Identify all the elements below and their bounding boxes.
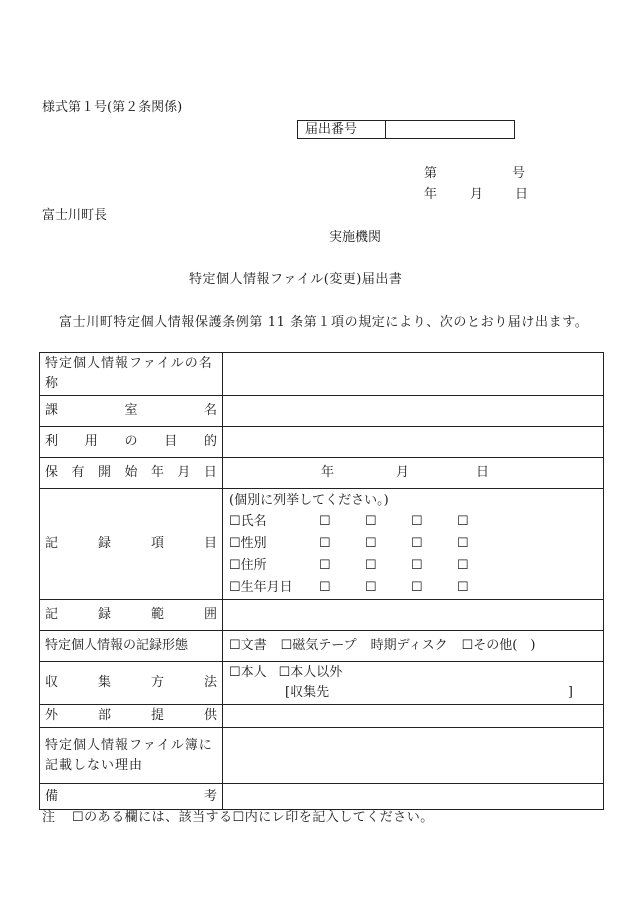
addressee: 富士川町長 <box>42 208 108 223</box>
external-provision-label-char: 部 <box>97 708 111 723</box>
record-range-label-char: 録 <box>97 607 111 622</box>
row-external-provision <box>40 705 604 728</box>
purpose-label-char: 用 <box>84 434 98 449</box>
collection-source-open: [収集先 <box>285 685 330 700</box>
form-style-label: 様式第１号(第２条関係) <box>42 100 183 115</box>
note-text: ☐のある欄には、該当する☐内にレ印を記入してください。 <box>72 810 434 825</box>
record-range-label-char: 囲 <box>203 607 217 622</box>
record-items-label <box>40 489 223 600</box>
external-provision-label-char: 外 <box>45 708 59 723</box>
purpose-label-char: 的 <box>203 434 217 449</box>
row-section <box>40 396 604 427</box>
row-start-date <box>40 458 604 489</box>
row-record-items <box>40 489 604 600</box>
notification-form-table <box>39 352 604 810</box>
item-checkbox[interactable]: ☐ <box>365 536 377 551</box>
item-name-checkbox[interactable]: ☐生年月日 <box>229 580 293 595</box>
receipt-number-field[interactable] <box>386 121 514 138</box>
item-checkbox[interactable]: ☐ <box>411 514 423 529</box>
agency-label: 実施機関 <box>329 230 382 245</box>
number-suffix: 号 <box>512 166 526 181</box>
row-file-name <box>40 353 604 396</box>
record-range-field[interactable] <box>223 600 604 631</box>
start-year-unit: 年 <box>321 465 335 480</box>
collection-method-label-char: 方 <box>150 675 164 690</box>
purpose-field[interactable] <box>223 427 604 458</box>
collect-option-others[interactable]: ☐本人以外 <box>278 665 343 680</box>
item-checkbox[interactable]: ☐ <box>319 558 331 573</box>
record-items-label-char: 項 <box>150 536 164 551</box>
note-label: 注 <box>42 810 56 825</box>
record-item-row <box>229 577 597 599</box>
medium-option-disk: 時期ディスク <box>370 638 448 653</box>
item-checkbox[interactable]: ☐ <box>457 558 469 573</box>
purpose-label <box>40 427 223 458</box>
item-checkbox[interactable]: ☐ <box>457 514 469 529</box>
section-label-char: 課 <box>45 403 59 418</box>
record-item-row <box>229 533 597 555</box>
record-range-label <box>40 600 223 631</box>
record-range-label-char: 記 <box>45 607 59 622</box>
medium-option-other[interactable]: ☐その他( ) <box>461 638 536 653</box>
date-year-label: 年 <box>424 187 438 202</box>
file-name-label: 特定個人情報ファイルの名称 <box>40 353 223 396</box>
collection-method-label <box>40 662 223 705</box>
purpose-label-char: 利 <box>45 434 59 449</box>
collect-option-self[interactable]: ☐本人 <box>229 665 267 680</box>
item-checkbox[interactable]: ☐ <box>457 580 469 595</box>
record-items-note: (個別に列挙してください。) <box>229 493 389 508</box>
record-items-label-char: 目 <box>203 536 217 551</box>
external-provision-label-char: 供 <box>203 708 217 723</box>
start-month-unit: 月 <box>396 465 410 480</box>
start-date-field[interactable] <box>223 458 604 489</box>
item-checkbox[interactable]: ☐ <box>319 514 331 529</box>
start-day-unit: 日 <box>476 465 490 480</box>
record-range-label-char: 範 <box>150 607 164 622</box>
record-medium-field <box>223 631 604 662</box>
record-medium-label: 特定個人情報の記録形態 <box>40 631 223 662</box>
item-checkbox[interactable]: ☐ <box>319 580 331 595</box>
intro-paragraph: 富士川町特定個人情報保護条例第 11 条第１項の規定により、次のとおり届け出ます。 <box>59 315 589 330</box>
medium-option-magnetic-tape[interactable]: ☐磁気テープ <box>280 638 357 653</box>
remarks-label-char: 考 <box>203 788 217 804</box>
item-checkbox[interactable]: ☐ <box>411 536 423 551</box>
start-date-label <box>40 458 223 489</box>
collection-source-close: ] <box>567 685 573 700</box>
purpose-label-char: の <box>124 434 138 449</box>
start-date-label-char: 保 <box>45 465 59 480</box>
footer-note <box>42 810 434 826</box>
unregistered-reason-field[interactable] <box>223 728 604 784</box>
start-date-label-char: 年 <box>150 465 164 480</box>
remarks-label-char: 備 <box>45 788 59 804</box>
collection-method-label-char: 収 <box>45 675 59 690</box>
item-checkbox[interactable]: ☐ <box>457 536 469 551</box>
external-provision-label <box>40 705 223 728</box>
start-date-label-char: 月 <box>177 465 191 480</box>
item-checkbox[interactable]: ☐ <box>365 558 377 573</box>
collection-source-field[interactable] <box>229 683 597 703</box>
receipt-number-label: 届出番号 <box>298 121 386 138</box>
collection-method-label-char: 法 <box>203 675 217 690</box>
row-remarks <box>40 784 604 810</box>
item-name-checkbox[interactable]: ☐住所 <box>229 558 267 573</box>
row-collection-method <box>40 662 604 705</box>
purpose-label-char: 目 <box>164 434 178 449</box>
external-provision-field[interactable] <box>223 705 604 728</box>
item-checkbox[interactable]: ☐ <box>411 558 423 573</box>
row-purpose <box>40 427 604 458</box>
record-item-row <box>229 511 597 533</box>
record-item-row <box>229 555 597 577</box>
date-day-label: 日 <box>515 187 529 202</box>
external-provision-label-char: 提 <box>150 708 164 723</box>
collection-method-label-char: 集 <box>97 675 111 690</box>
section-label-char: 名 <box>203 403 217 418</box>
receipt-number-box <box>297 120 515 139</box>
record-items-label-char: 記 <box>45 536 59 551</box>
remarks-field[interactable] <box>223 784 604 810</box>
row-record-medium <box>40 631 604 662</box>
item-checkbox[interactable]: ☐ <box>319 536 331 551</box>
unregistered-reason-label: 特定個人情報ファイル簿に記載しない理由 <box>40 728 223 784</box>
row-record-range <box>40 600 604 631</box>
section-label-char: 室 <box>124 403 138 418</box>
remarks-label <box>40 784 223 810</box>
row-unregistered-reason <box>40 728 604 784</box>
item-checkbox[interactable]: ☐ <box>411 580 423 595</box>
collection-method-field <box>223 662 604 705</box>
item-checkbox[interactable]: ☐ <box>365 580 377 595</box>
medium-option-document[interactable]: ☐文書 <box>229 638 267 653</box>
record-items-label-char: 録 <box>97 536 111 551</box>
item-name-checkbox[interactable]: ☐氏名 <box>229 514 267 529</box>
number-prefix: 第 <box>424 166 438 181</box>
item-checkbox[interactable]: ☐ <box>365 514 377 529</box>
start-date-label-char: 開 <box>97 465 111 480</box>
file-name-field[interactable] <box>223 353 604 396</box>
section-field[interactable] <box>223 396 604 427</box>
date-month-label: 月 <box>470 187 484 202</box>
start-date-label-char: 有 <box>71 465 85 480</box>
item-name-checkbox[interactable]: ☐性別 <box>229 536 267 551</box>
section-label <box>40 396 223 427</box>
start-date-label-char: 始 <box>124 465 138 480</box>
document-title: 特定個人情報ファイル(変更)届出書 <box>189 272 403 287</box>
record-items-field <box>223 489 604 600</box>
start-date-label-char: 日 <box>203 465 217 480</box>
